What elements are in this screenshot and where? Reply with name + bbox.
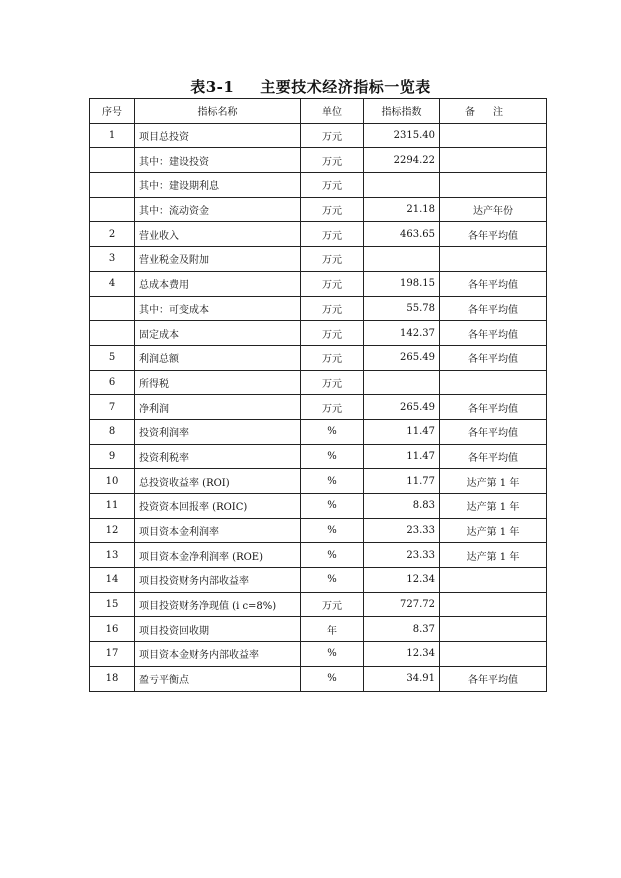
table-row <box>90 518 547 543</box>
table-row <box>90 222 547 247</box>
table-row <box>90 345 547 370</box>
cell-seq <box>90 173 135 198</box>
header-row <box>90 99 547 124</box>
cell-unit: 万元 <box>301 197 364 222</box>
cell-value <box>364 173 440 198</box>
cell-name: 项目资本金财务内部收益率 <box>135 642 301 667</box>
cell-name: 项目资本金净利润率 (ROE) <box>135 543 301 568</box>
cell-unit: % <box>301 494 364 519</box>
cell-note <box>440 370 547 395</box>
cell-note: 达产第 1 年 <box>440 469 547 494</box>
table-row <box>90 148 547 173</box>
table-row <box>90 123 547 148</box>
table-row <box>90 197 547 222</box>
cell-name: 投资资本回报率 (ROIC) <box>135 494 301 519</box>
cell-seq: 3 <box>90 247 135 272</box>
cell-seq <box>90 296 135 321</box>
table-row <box>90 543 547 568</box>
cell-value: 2315.40 <box>364 123 440 148</box>
cell-unit: 万元 <box>301 148 364 173</box>
cell-value: 23.33 <box>364 543 440 568</box>
cell-value: 265.49 <box>364 395 440 420</box>
table-row <box>90 370 547 395</box>
header-value: 指标指数 <box>364 99 440 124</box>
cell-seq: 13 <box>90 543 135 568</box>
cell-name: 盈亏平衡点 <box>135 666 301 691</box>
cell-value: 21.18 <box>364 197 440 222</box>
cell-unit: 万元 <box>301 222 364 247</box>
table-row <box>90 173 547 198</box>
header-name: 指标名称 <box>135 99 301 124</box>
cell-seq: 5 <box>90 345 135 370</box>
cell-seq: 18 <box>90 666 135 691</box>
cell-note: 达产第 1 年 <box>440 518 547 543</box>
cell-seq: 11 <box>90 494 135 519</box>
cell-note: 各年平均值 <box>440 321 547 346</box>
cell-name: 项目总投资 <box>135 123 301 148</box>
table-row <box>90 296 547 321</box>
cell-value: 12.34 <box>364 642 440 667</box>
cell-note: 各年平均值 <box>440 395 547 420</box>
cell-note: 各年平均值 <box>440 345 547 370</box>
cell-unit: % <box>301 666 364 691</box>
cell-unit: % <box>301 642 364 667</box>
cell-unit: 万元 <box>301 123 364 148</box>
cell-name: 营业收入 <box>135 222 301 247</box>
cell-value: 142.37 <box>364 321 440 346</box>
cell-unit: 万元 <box>301 271 364 296</box>
cell-name: 项目资本金利润率 <box>135 518 301 543</box>
cell-name: 利润总额 <box>135 345 301 370</box>
cell-note <box>440 123 547 148</box>
cell-unit: 万元 <box>301 296 364 321</box>
cell-seq: 9 <box>90 444 135 469</box>
cell-value: 198.15 <box>364 271 440 296</box>
cell-value: 23.33 <box>364 518 440 543</box>
table-row <box>90 247 547 272</box>
table-row <box>90 419 547 444</box>
cell-name: 其中：建设投资 <box>135 148 301 173</box>
cell-unit: 万元 <box>301 345 364 370</box>
header-unit: 单位 <box>301 99 364 124</box>
table-row <box>90 592 547 617</box>
table-row <box>90 568 547 593</box>
cell-value <box>364 370 440 395</box>
cell-value: 2294.22 <box>364 148 440 173</box>
cell-seq: 8 <box>90 419 135 444</box>
table-row <box>90 321 547 346</box>
cell-unit: % <box>301 469 364 494</box>
cell-note: 达产第 1 年 <box>440 543 547 568</box>
cell-note: 各年平均值 <box>440 271 547 296</box>
cell-unit: % <box>301 543 364 568</box>
header-seq: 序号 <box>90 99 135 124</box>
table-row <box>90 444 547 469</box>
cell-note: 各年平均值 <box>440 419 547 444</box>
cell-value: 11.47 <box>364 444 440 469</box>
cell-value: 12.34 <box>364 568 440 593</box>
cell-value: 8.37 <box>364 617 440 642</box>
cell-unit: % <box>301 444 364 469</box>
table-row <box>90 666 547 691</box>
cell-note: 各年平均值 <box>440 296 547 321</box>
cell-note <box>440 247 547 272</box>
table-row <box>90 469 547 494</box>
cell-seq: 7 <box>90 395 135 420</box>
cell-unit: % <box>301 419 364 444</box>
cell-seq: 4 <box>90 271 135 296</box>
cell-note: 各年平均值 <box>440 666 547 691</box>
table-caption: 主要技术经济指标一览表 <box>260 78 431 96</box>
cell-unit: 万元 <box>301 247 364 272</box>
cell-note <box>440 642 547 667</box>
table-title <box>0 76 621 97</box>
cell-seq <box>90 321 135 346</box>
cell-seq <box>90 197 135 222</box>
cell-seq: 14 <box>90 568 135 593</box>
cell-seq: 16 <box>90 617 135 642</box>
cell-name: 项目投资回收期 <box>135 617 301 642</box>
cell-seq: 12 <box>90 518 135 543</box>
cell-note: 达产年份 <box>440 197 547 222</box>
header-note: 备注 <box>440 99 547 124</box>
cell-value: 727.72 <box>364 592 440 617</box>
cell-seq: 6 <box>90 370 135 395</box>
table-row <box>90 617 547 642</box>
cell-note: 各年平均值 <box>440 222 547 247</box>
cell-note <box>440 173 547 198</box>
cell-value: 55.78 <box>364 296 440 321</box>
cell-name: 其中：流动资金 <box>135 197 301 222</box>
table-row <box>90 395 547 420</box>
cell-name: 总成本费用 <box>135 271 301 296</box>
cell-unit: 万元 <box>301 592 364 617</box>
cell-seq: 2 <box>90 222 135 247</box>
table-row <box>90 642 547 667</box>
table-row <box>90 271 547 296</box>
cell-value <box>364 247 440 272</box>
table-number: 表3-1 <box>190 78 235 96</box>
cell-seq: 10 <box>90 469 135 494</box>
cell-name: 其中：建设期利息 <box>135 173 301 198</box>
cell-seq: 17 <box>90 642 135 667</box>
cell-note: 达产第 1 年 <box>440 494 547 519</box>
cell-seq <box>90 148 135 173</box>
cell-name: 固定成本 <box>135 321 301 346</box>
cell-unit: 万元 <box>301 395 364 420</box>
cell-name: 营业税金及附加 <box>135 247 301 272</box>
table-row <box>90 494 547 519</box>
cell-name: 投资利税率 <box>135 444 301 469</box>
cell-value: 11.77 <box>364 469 440 494</box>
cell-unit: 万元 <box>301 173 364 198</box>
cell-name: 其中：可变成本 <box>135 296 301 321</box>
cell-unit: 万元 <box>301 370 364 395</box>
cell-unit: 万元 <box>301 321 364 346</box>
indicator-table <box>89 98 547 692</box>
cell-unit: % <box>301 568 364 593</box>
cell-seq: 1 <box>90 123 135 148</box>
cell-note <box>440 568 547 593</box>
cell-note <box>440 617 547 642</box>
cell-unit: % <box>301 518 364 543</box>
cell-name: 所得税 <box>135 370 301 395</box>
cell-unit: 年 <box>301 617 364 642</box>
cell-value: 34.91 <box>364 666 440 691</box>
cell-name: 投资利润率 <box>135 419 301 444</box>
cell-value: 463.65 <box>364 222 440 247</box>
cell-name: 项目投资财务净现值 (i c=8%) <box>135 592 301 617</box>
cell-value: 8.83 <box>364 494 440 519</box>
cell-seq: 15 <box>90 592 135 617</box>
cell-note <box>440 592 547 617</box>
cell-name: 项目投资财务内部收益率 <box>135 568 301 593</box>
cell-value: 11.47 <box>364 419 440 444</box>
cell-name: 净利润 <box>135 395 301 420</box>
cell-name: 总投资收益率 (ROI) <box>135 469 301 494</box>
cell-note: 各年平均值 <box>440 444 547 469</box>
cell-note <box>440 148 547 173</box>
cell-value: 265.49 <box>364 345 440 370</box>
